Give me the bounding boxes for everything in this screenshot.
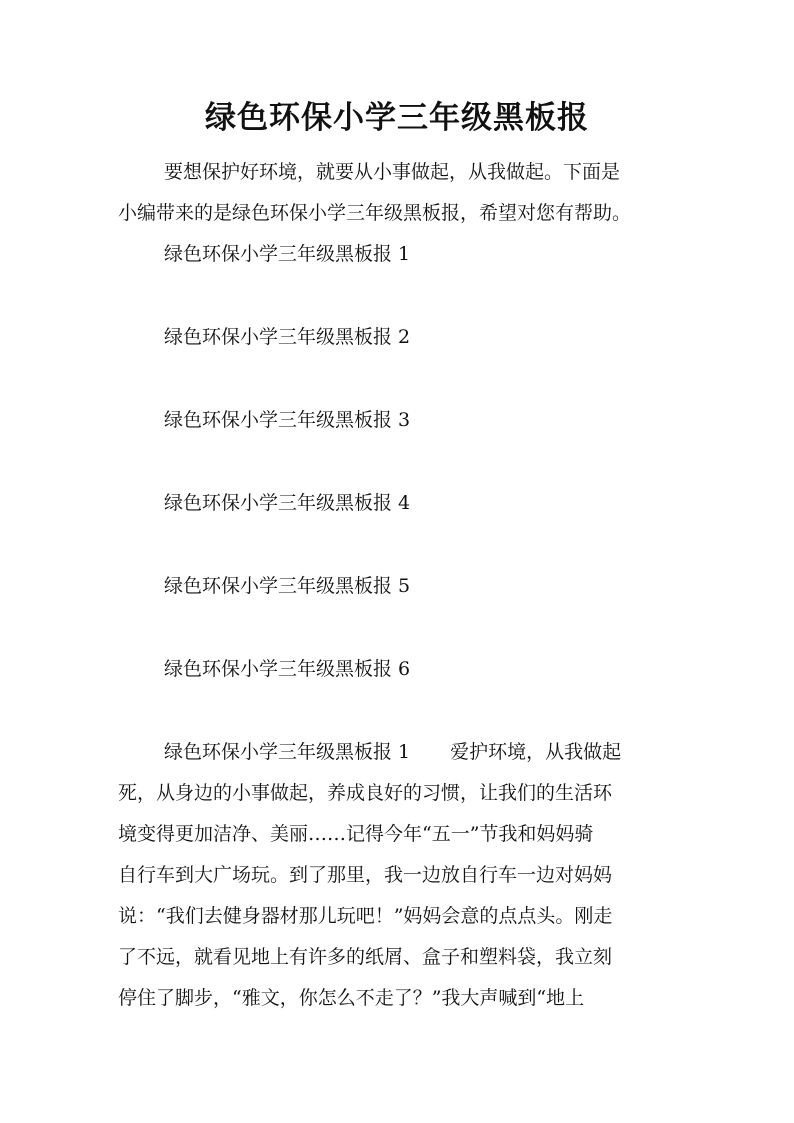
toc-item-6: 绿色环保小学三年级黑板报 6 <box>164 658 411 680</box>
toc-item-4: 绿色环保小学三年级黑板报 4 <box>164 492 411 514</box>
toc-item-1: 绿色环保小学三年级黑板报 1 <box>164 243 411 265</box>
section-line-3: 自行车到大广场玩。到了那里，我一边放自行车一边对妈妈 <box>118 864 613 886</box>
section-line-1: 死，从身边的小事做起，养成良好的习惯，让我们的生活环 <box>118 782 613 804</box>
section-line-6: 停住了脚步，“雅文，你怎么不走了？”我大声喊到“地上 <box>118 987 585 1009</box>
section-line-4: 说：“我们去健身器材那儿玩吧！”妈妈会意的点点头。刚走 <box>118 905 613 927</box>
section-line-5: 了不远，就看见地上有许多的纸屑、盒子和塑料袋，我立刻 <box>118 946 613 968</box>
section-first-line <box>164 738 621 766</box>
intro-line-1: 要想保护好环境，就要从小事做起，从我做起。下面是 <box>164 161 621 183</box>
section-first-text: 爱护环境，从我做起 <box>450 741 622 763</box>
section-line-2: 境变得更加洁净、美丽……记得今年“五一”节我和妈妈骑 <box>118 823 594 845</box>
toc-item-5: 绿色环保小学三年级黑板报 5 <box>164 575 411 597</box>
toc-item-3: 绿色环保小学三年级黑板报 3 <box>164 409 411 431</box>
page-title: 绿色环保小学三年级黑板报 <box>205 100 589 136</box>
toc-item-2: 绿色环保小学三年级黑板报 2 <box>164 326 411 348</box>
intro-line-2: 小编带来的是绿色环保小学三年级黑板报，希望对您有帮助。 <box>118 202 632 224</box>
section-heading: 绿色环保小学三年级黑板报 1 <box>164 741 411 763</box>
